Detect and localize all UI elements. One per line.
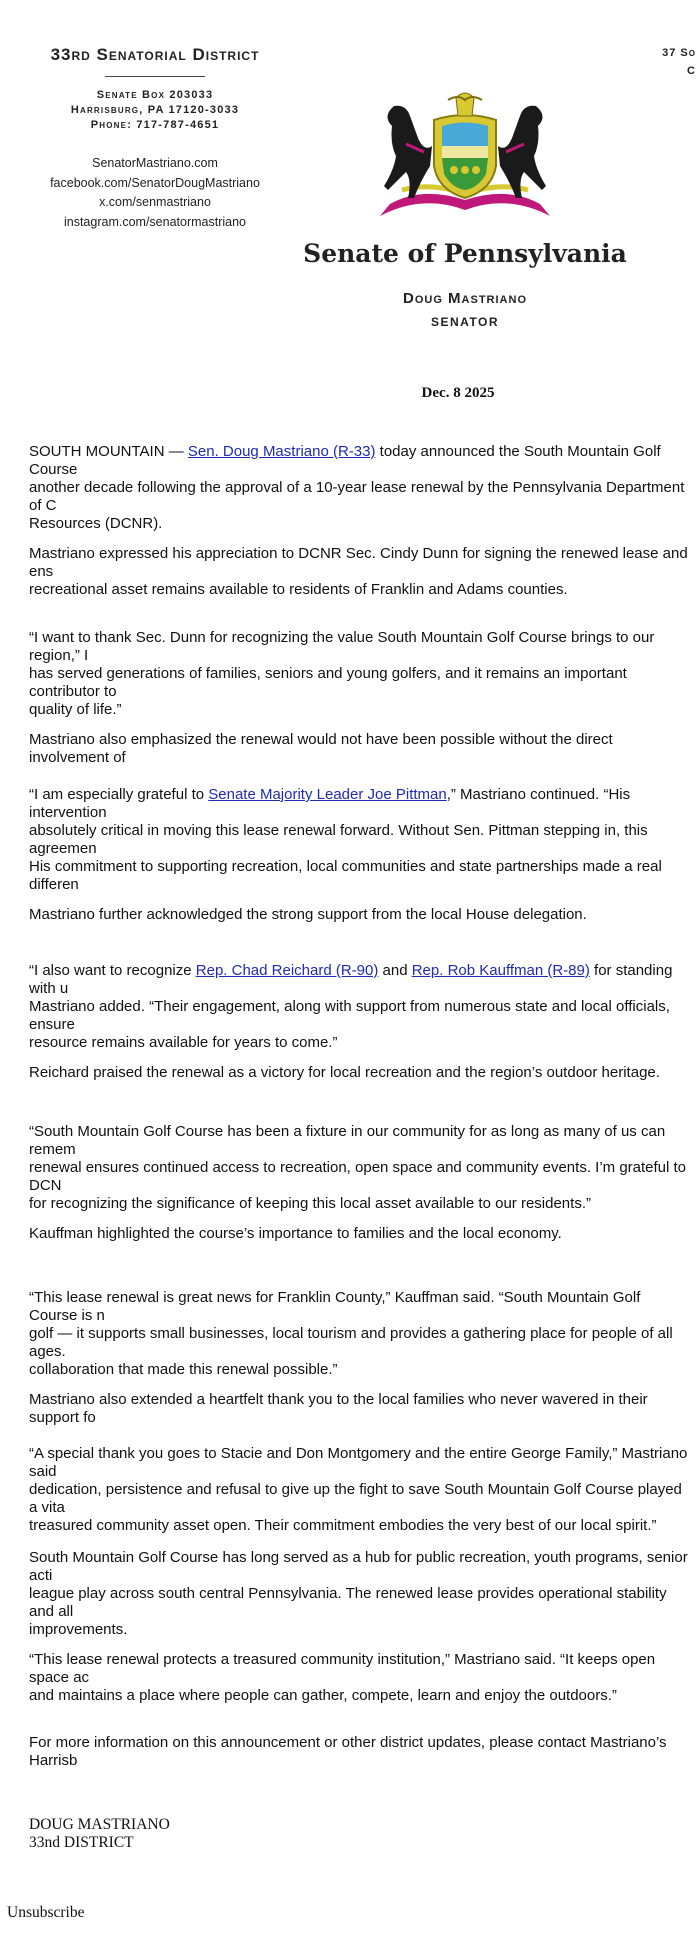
paragraph — [29, 962, 689, 1052]
paragraph — [29, 629, 689, 719]
address-line-city: Harrisburg, PA 17120-3033 — [70, 104, 240, 116]
paragraph — [29, 1225, 689, 1243]
paragraph — [29, 443, 689, 533]
text-segment: “I also want to recognize — [29, 962, 196, 979]
release-date: Dec. 8 2025 — [421, 385, 495, 401]
paragraph-line: Resources (DCNR). — [29, 515, 163, 532]
paragraph-line — [29, 786, 689, 822]
paragraph-list — [29, 443, 689, 1770]
paragraph — [29, 1289, 689, 1379]
signature — [29, 1816, 689, 1852]
text-segment: SOUTH MOUNTAIN — — [29, 443, 188, 460]
paragraph — [29, 1549, 689, 1639]
inline-link[interactable]: Senate Majority Leader Joe Pittman — [208, 786, 447, 803]
paragraph-line: treasured community asset open. Their commitment embodies the very best of our local spirit.” — [29, 1517, 657, 1534]
paragraph-line: improvements. — [29, 1621, 128, 1638]
paragraph-line: Mastriano also emphasized the renewal would not have been possible without the direct involvement of — [29, 731, 613, 766]
text-segment: and — [378, 962, 412, 979]
senate-title: Senate of Pennsylvania — [303, 239, 627, 268]
paragraph-line: renewal ensures continued access to recreation, open space and community events. I’m grateful to DCN — [29, 1159, 687, 1194]
text-segment: “I am especially grateful to — [29, 786, 209, 803]
paragraph-line: resource remains available for years to come.” — [29, 1034, 338, 1051]
signature-name: DOUG MASTRIANO — [29, 1816, 170, 1833]
text-segment: today announced the South Mountain Golf Course — [29, 443, 661, 478]
inline-link[interactable]: Rep. Rob Kauffman (R-89) — [411, 962, 590, 979]
signature-district: 33nd DISTRICT — [29, 1834, 134, 1851]
office-address-partial: 37 So — [662, 47, 696, 59]
facebook-link[interactable]: facebook.com/SenatorDougMastriano — [50, 176, 260, 190]
paragraph-line — [29, 443, 689, 479]
paragraph — [29, 1734, 689, 1770]
paragraph-line: His commitment to supporting recreation, local communities and state partnerships made a real differen — [29, 858, 662, 893]
paragraph-line: for recognizing the significance of keeping this local asset available to our residents.” — [29, 1195, 591, 1212]
paragraph — [29, 1064, 689, 1082]
paragraph-line: “I want to thank Sec. Dunn for recognizing the value South Mountain Golf Course brings to our region,” I — [29, 629, 655, 664]
senator-role: SENATOR — [430, 315, 500, 329]
paragraph-line: another decade following the approval of a 10-year lease renewal by the Pennsylvania Department of C — [29, 479, 685, 514]
text-segment: ,” Mastriano continued. “His intervention — [29, 786, 631, 821]
paragraph-line: For more information on this announcement or other district updates, please contact Mastriano’s Harrisb — [29, 1734, 667, 1769]
paragraph-line: “South Mountain Golf Course has been a fixture in our community for as long as many of us can remem — [29, 1123, 666, 1158]
unsubscribe-link[interactable]: Unsubscribe — [7, 1904, 85, 1921]
office-address-partial-2: C — [687, 65, 696, 77]
paragraph-line: golf — it supports small businesses, local tourism and provides a gathering place for people of all ages. — [29, 1325, 673, 1360]
inline-link[interactable]: Rep. Chad Reichard (R-90) — [195, 962, 379, 979]
paragraph-line: has served generations of families, seniors and young golfers, and it remains an important contributor to — [29, 665, 627, 700]
paragraph-line: league play across south central Pennsylvania. The renewed lease provides operational stability and all — [29, 1585, 667, 1620]
paragraph-line: dedication, persistence and refusal to give up the fight to save South Mountain Golf Course played a vita — [29, 1481, 682, 1516]
paragraph-line: Mastriano also extended a heartfelt thank you to the local families who never wavered in their support fo — [29, 1391, 648, 1426]
paragraph-line: South Mountain Golf Course has long served as a hub for public recreation, youth programs, senior acti — [29, 1549, 688, 1584]
paragraph-line: and maintains a place where people can gather, compete, learn and enjoy the outdoors.” — [29, 1687, 617, 1704]
x-link[interactable]: x.com/senmastriano — [99, 195, 211, 209]
paragraph-line: Mastriano further acknowledged the strong support from the local House delegation. — [29, 906, 587, 923]
paragraph-line: quality of life.” — [29, 701, 122, 718]
paragraph-line: Reichard praised the renewal as a victory for local recreation and the region’s outdoor heritage. — [29, 1064, 660, 1081]
paragraph — [29, 906, 689, 924]
instagram-link[interactable]: instagram.com/senatormastriano — [63, 215, 247, 229]
paragraph-line: recreational asset remains available to residents of Franklin and Adams counties. — [29, 581, 568, 598]
paragraph — [29, 545, 689, 599]
paragraph-line: Kauffman highlighted the course’s importance to families and the local economy. — [29, 1225, 562, 1242]
address-line-box: Senate Box 203033 — [96, 89, 214, 101]
press-release-body — [7, 443, 689, 1922]
paragraph — [29, 786, 689, 894]
paragraph — [29, 1651, 689, 1705]
district-heading: 33rd Senatorial District — [50, 45, 260, 64]
paragraph-line: absolutely critical in moving this lease renewal forward. Without Sen. Pittman stepping in, this agreemen — [29, 822, 648, 857]
text-segment: for standing with u — [29, 962, 673, 997]
senator-name: Doug Mastriano — [403, 290, 527, 307]
paragraph-line: Mastriano expressed his appreciation to DCNR Sec. Cindy Dunn for signing the renewed lease and ens — [29, 545, 688, 580]
paragraph-line: “This lease renewal protects a treasured community institution,” Mastriano said. “It keeps open space ac — [29, 1651, 656, 1686]
paragraph-line: “A special thank you goes to Stacie and Don Montgomery and the entire George Family,” Mastriano said — [29, 1445, 688, 1480]
paragraph-line — [29, 962, 689, 998]
paragraph — [29, 731, 689, 767]
paragraph-line: “This lease renewal is great news for Franklin County,” Kauffman said. “South Mountain Golf Course is n — [29, 1289, 641, 1324]
address-line-phone: Phone: 717-787-4651 — [90, 119, 220, 131]
paragraph-line: Mastriano added. “Their engagement, along with support from numerous state and local officials, ensure — [29, 998, 670, 1033]
inline-link[interactable]: Sen. Doug Mastriano (R-33) — [187, 443, 376, 460]
pennsylvania-coat-of-arms-icon — [362, 86, 568, 222]
paragraph-line: collaboration that made this renewal possible.” — [29, 1361, 338, 1378]
paragraph — [29, 1445, 689, 1535]
website-link[interactable]: SenatorMastriano.com — [92, 156, 218, 170]
header-divider — [105, 76, 205, 77]
paragraph — [29, 1123, 689, 1213]
paragraph — [29, 1391, 689, 1427]
